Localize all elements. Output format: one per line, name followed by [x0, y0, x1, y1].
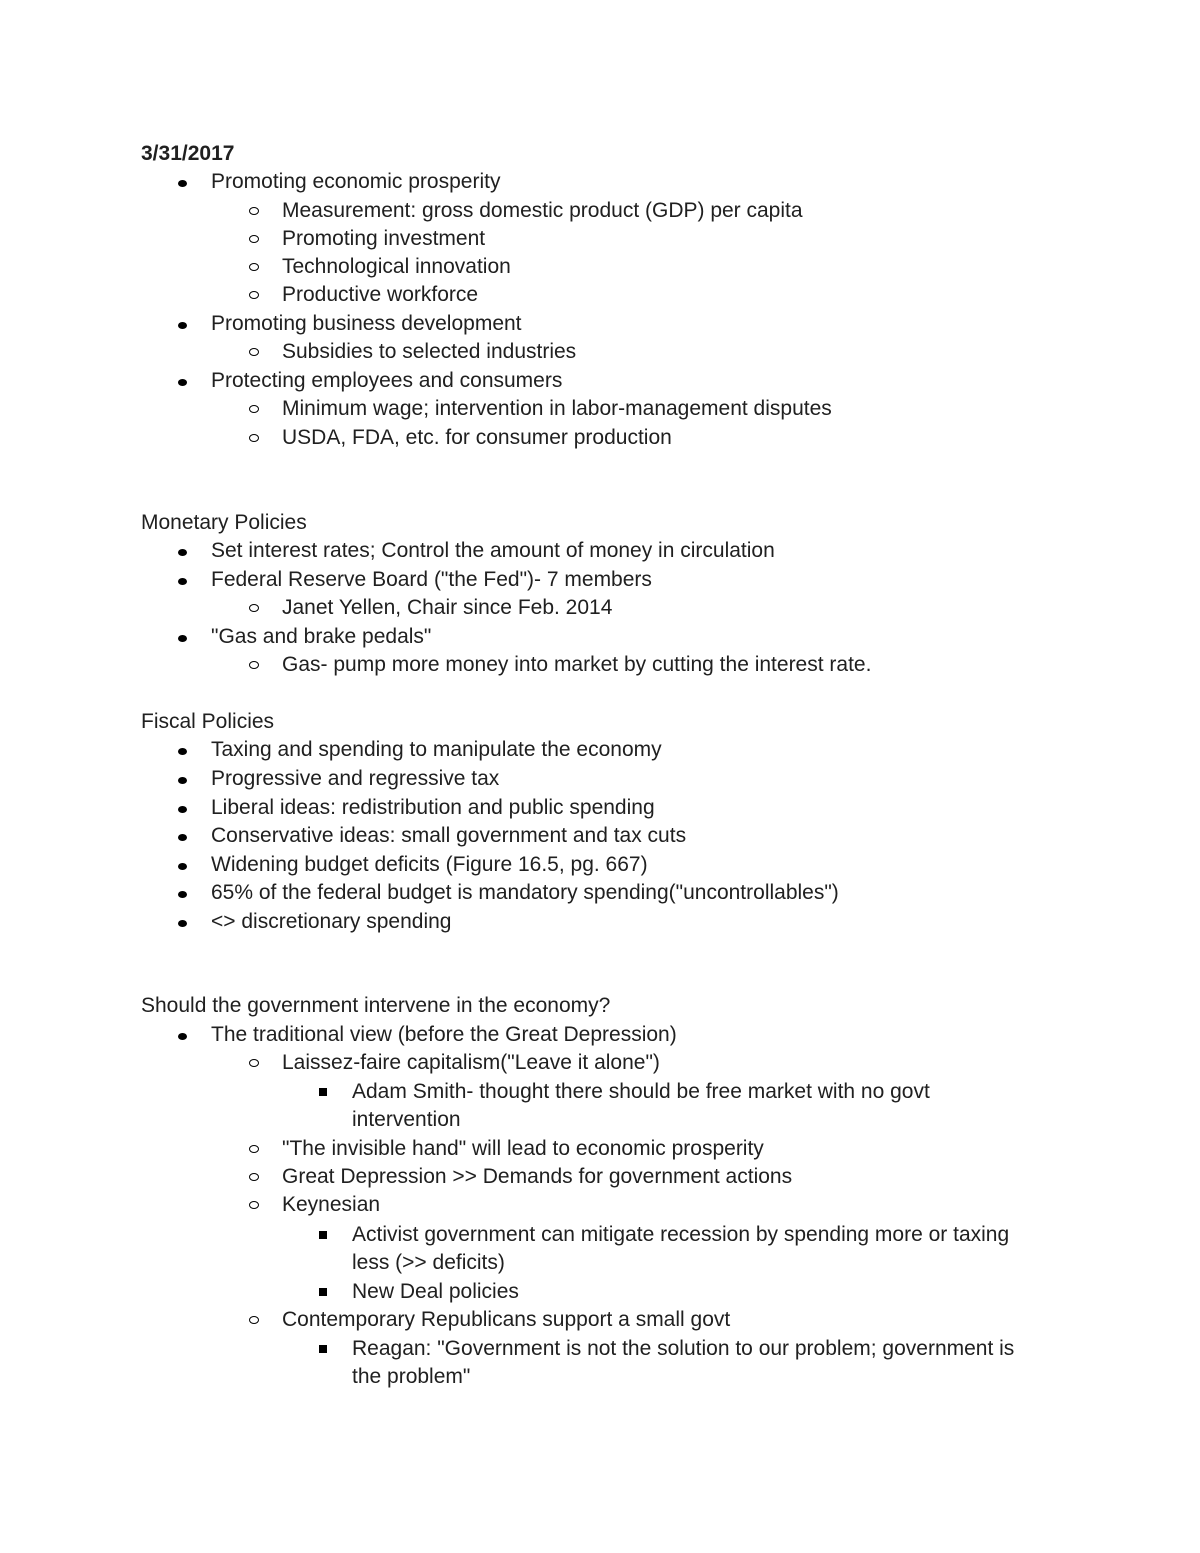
list-item: Great Depression >> Demands for government actions: [282, 1165, 793, 1188]
bullet-disc-icon: [178, 1033, 187, 1040]
bullet-circle-icon: [249, 1059, 259, 1067]
bullet-square-icon: [319, 1088, 327, 1096]
bullet-disc-icon: [178, 578, 187, 585]
list-item: "Gas and brake pedals": [211, 625, 432, 648]
list-item: Subsidies to selected industries: [282, 340, 577, 363]
list-item: <> discretionary spending: [211, 910, 452, 933]
list-item: Taxing and spending to manipulate the economy: [211, 738, 662, 761]
bullet-disc-icon: [178, 635, 187, 642]
list-item-continuation: less (>> deficits): [352, 1251, 505, 1274]
bullet-square-icon: [319, 1231, 327, 1239]
list-item: Set interest rates; Control the amount of money in circulation: [211, 539, 775, 562]
bullet-circle-icon: [249, 291, 259, 299]
bullet-circle-icon: [249, 207, 259, 215]
bullet-disc-icon: [178, 180, 187, 187]
bullet-disc-icon: [178, 834, 187, 841]
bullet-disc-icon: [178, 549, 187, 556]
section-heading: Monetary Policies: [141, 511, 307, 534]
list-item: Laissez-faire capitalism("Leave it alone"): [282, 1051, 660, 1074]
bullet-disc-icon: [178, 379, 187, 386]
bullet-circle-icon: [249, 661, 259, 669]
bullet-circle-icon: [249, 434, 259, 442]
list-item: Reagan: "Government is not the solution to our problem; government is: [352, 1337, 1015, 1360]
bullet-circle-icon: [249, 1201, 259, 1209]
list-item: 65% of the federal budget is mandatory spending("uncontrollables"): [211, 881, 839, 904]
list-item: Keynesian: [282, 1193, 381, 1216]
list-item: Promoting economic prosperity: [211, 170, 501, 193]
bullet-circle-icon: [249, 604, 259, 612]
list-item: Measurement: gross domestic product (GDP) per capita: [282, 199, 803, 222]
bullet-circle-icon: [249, 1145, 259, 1153]
bullet-disc-icon: [178, 322, 187, 329]
bullet-disc-icon: [178, 891, 187, 898]
bullet-disc-icon: [178, 920, 187, 927]
bullet-circle-icon: [249, 1173, 259, 1181]
list-item: Liberal ideas: redistribution and public spending: [211, 796, 655, 819]
list-item: New Deal policies: [352, 1280, 519, 1303]
section-heading: Fiscal Policies: [141, 710, 275, 733]
list-item: Widening budget deficits (Figure 16.5, pg. 667): [211, 853, 648, 876]
list-item: Conservative ideas: small government and tax cuts: [211, 824, 687, 847]
bullet-disc-icon: [178, 863, 187, 870]
list-item: Promoting investment: [282, 227, 486, 250]
list-item-continuation: intervention: [352, 1108, 461, 1131]
list-item: Janet Yellen, Chair since Feb. 2014: [282, 596, 613, 619]
bullet-circle-icon: [249, 348, 259, 356]
bullet-disc-icon: [178, 777, 187, 784]
list-item: Promoting business development: [211, 312, 522, 335]
list-item: Progressive and regressive tax: [211, 767, 500, 790]
list-item: Activist government can mitigate recession by spending more or taxing: [352, 1223, 1010, 1246]
list-item-continuation: the problem": [352, 1365, 471, 1388]
bullet-circle-icon: [249, 263, 259, 271]
list-item: Productive workforce: [282, 283, 479, 306]
list-item: Adam Smith- thought there should be free market with no govt: [352, 1080, 930, 1103]
list-item: The traditional view (before the Great Depression): [211, 1023, 677, 1046]
bullet-square-icon: [319, 1345, 327, 1353]
list-item: Minimum wage; intervention in labor-management disputes: [282, 397, 832, 420]
bullet-square-icon: [319, 1288, 327, 1296]
bullet-disc-icon: [178, 806, 187, 813]
section-heading: Should the government intervene in the economy?: [141, 994, 611, 1017]
list-item: "The invisible hand" will lead to economic prosperity: [282, 1137, 764, 1160]
list-item: Technological innovation: [282, 255, 511, 278]
list-item: Protecting employees and consumers: [211, 369, 563, 392]
list-item: Gas- pump more money into market by cutting the interest rate.: [282, 653, 872, 676]
list-item: Federal Reserve Board ("the Fed")- 7 members: [211, 568, 652, 591]
list-item: Contemporary Republicans support a small govt: [282, 1308, 731, 1331]
bullet-circle-icon: [249, 1316, 259, 1324]
bullet-disc-icon: [178, 748, 187, 755]
bullet-circle-icon: [249, 235, 259, 243]
list-item: USDA, FDA, etc. for consumer production: [282, 426, 672, 449]
date-heading: 3/31/2017: [141, 142, 235, 165]
bullet-circle-icon: [249, 405, 259, 413]
